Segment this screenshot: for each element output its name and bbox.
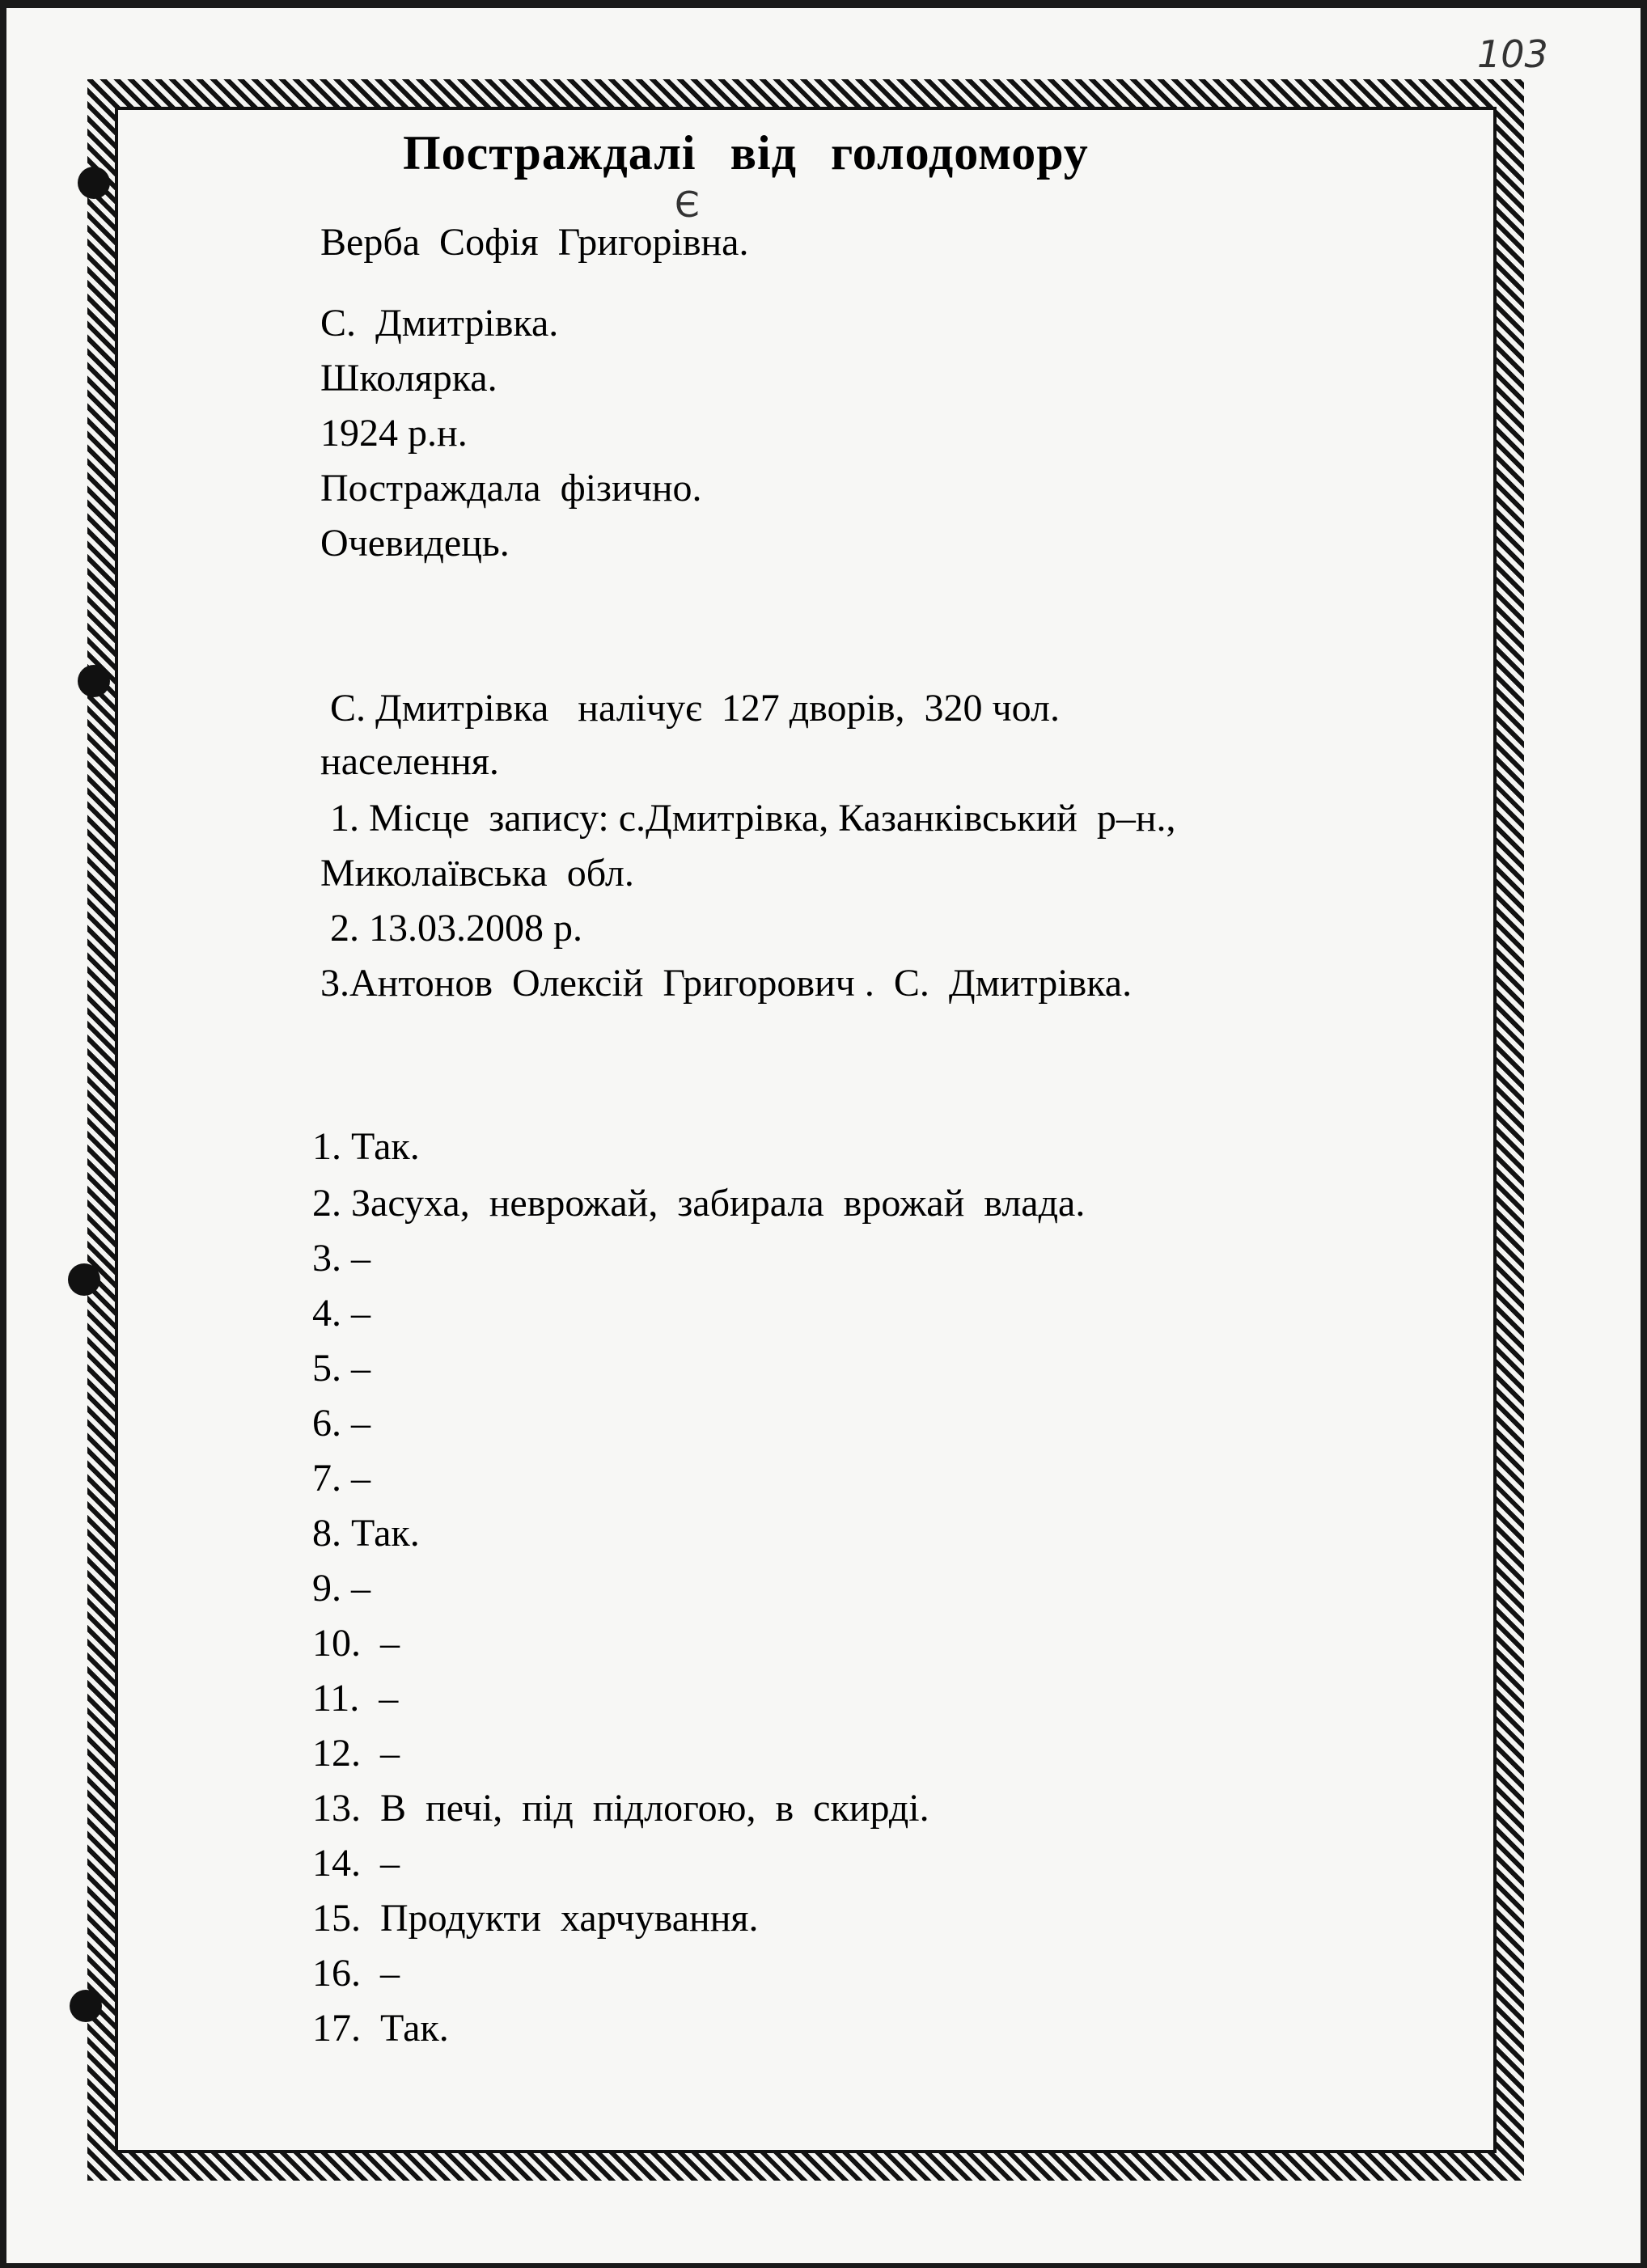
answer-10: 10. – (312, 1622, 400, 1665)
answer-16: 16. – (312, 1952, 400, 1995)
punch-hole (78, 665, 110, 697)
answer-9: 9. – (312, 1567, 370, 1610)
person-name: Верба Софія Григорівна. (320, 221, 749, 264)
answer-6: 6. – (312, 1402, 370, 1445)
answer-3: 3. – (312, 1237, 370, 1280)
answer-7: 7. – (312, 1457, 370, 1500)
village: С. Дмитрівка. (320, 302, 559, 345)
answer-15: 15. Продукти харчування. (312, 1897, 759, 1940)
occupation: Школярка. (320, 357, 497, 400)
page-title: Постраждалі від голодомору (403, 126, 1089, 180)
suffered-status: Постраждала фізично. (320, 467, 702, 510)
answer-8: 8. Так. (312, 1512, 420, 1555)
answer-12: 12. – (312, 1732, 400, 1775)
answer-17: 17. Так. (312, 2007, 449, 2050)
answer-5: 5. – (312, 1347, 370, 1390)
document-page (6, 8, 1641, 2263)
answer-13: 13. В печі, під підлогою, в скирді. (312, 1787, 929, 1830)
witness-status: Очевидець. (320, 522, 510, 565)
punch-hole (70, 1990, 102, 2022)
village-info-cont: населення. (320, 740, 499, 783)
record-place: 1. Місце запису: с.Дмитрівка, Казанківський р–н., (320, 797, 1176, 840)
answer-2: 2. Засуха, неврожай, забирала врожай влада. (312, 1182, 1086, 1225)
answer-11: 11. – (312, 1677, 399, 1720)
answer-4: 4. – (312, 1292, 370, 1335)
recorder: 3.Антонов Олексій Григорович . С. Дмитрівка. (320, 962, 1133, 1005)
punch-hole (68, 1263, 100, 1296)
record-date: 2. 13.03.2008 р. (320, 907, 582, 950)
birth-year: 1924 р.н. (320, 412, 468, 455)
village-info: С. Дмитрівка налічує 127 дворів, 320 чол. (320, 687, 1060, 730)
record-place-cont: Миколаївська обл. (320, 852, 634, 895)
answer-1: 1. Так. (312, 1125, 420, 1168)
correction-mark: Є (675, 184, 700, 226)
punch-hole (78, 167, 110, 199)
page-number: 103 (1477, 32, 1548, 76)
ornamental-border (87, 79, 1524, 2181)
answer-14: 14. – (312, 1842, 400, 1885)
